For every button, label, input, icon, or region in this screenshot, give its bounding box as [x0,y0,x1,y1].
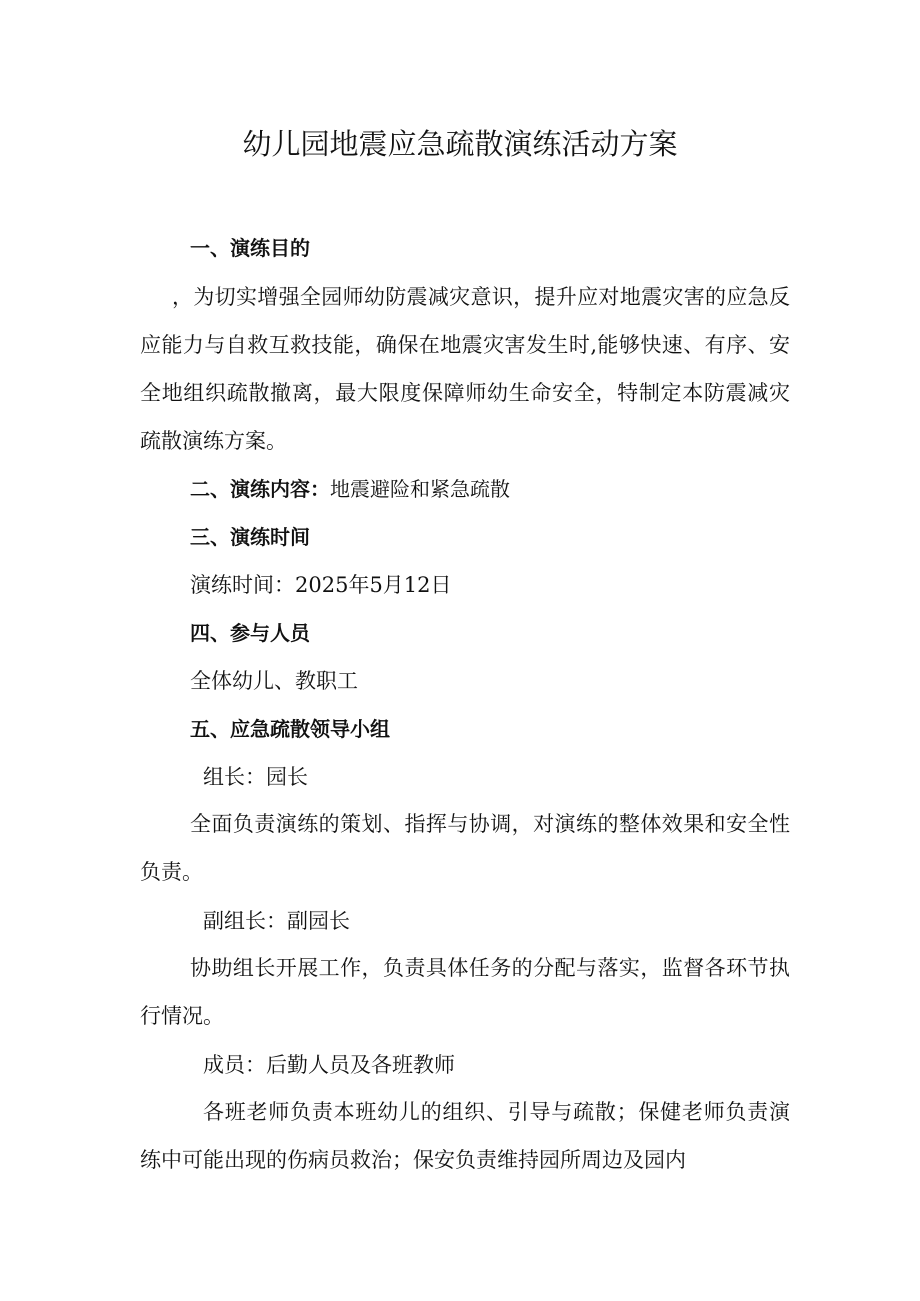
document-title: 幼儿园地震应急疏散演练活动方案 [242,127,678,161]
deputy-label: 副组长：副园长 [203,909,350,933]
section-heading-participants: 四、参与人员 [190,621,310,645]
content-label: 二、演练内容： [190,477,330,501]
leader-label: 组长：园长 [203,765,308,789]
section-heading-time: 三、演练时间 [190,525,310,549]
leader-duty: 全面负责演练的策划、指挥与协调，对演练的整体效果和安全性负责。 [140,812,790,884]
drill-time: 演练时间：2025年5月12日 [190,573,452,597]
members-duty: 各班老师负责本班幼儿的组织、引导与疏散；保健老师负责演练中可能出现的伤病员救治；保安负责维持园所周边及园内 [140,1100,790,1172]
section-body-purpose: ，为切实增强全园师幼防震减灾意识，提升应对地震灾害的应急反应能力与自救互救技能，确保在地震灾害发生时,能够快速、有序、安全地组织疏散撤离，最大限度保障师幼生命安全，特制定本防震减灾疏散演练方案。 [140,285,790,453]
content-value: 地震避险和紧急疏散 [330,477,510,501]
members-label: 成员：后勤人员及各班教师 [203,1053,455,1077]
section-heading-leadership: 五、应急疏散领导小组 [190,717,390,741]
deputy-duty: 协助组长开展工作，负责具体任务的分配与落实，监督各环节执行情况。 [140,956,790,1028]
section-heading-content [190,476,510,502]
section-heading-purpose: 一、演练目的 [190,236,310,260]
participants-list: 全体幼儿、教职工 [190,669,358,693]
